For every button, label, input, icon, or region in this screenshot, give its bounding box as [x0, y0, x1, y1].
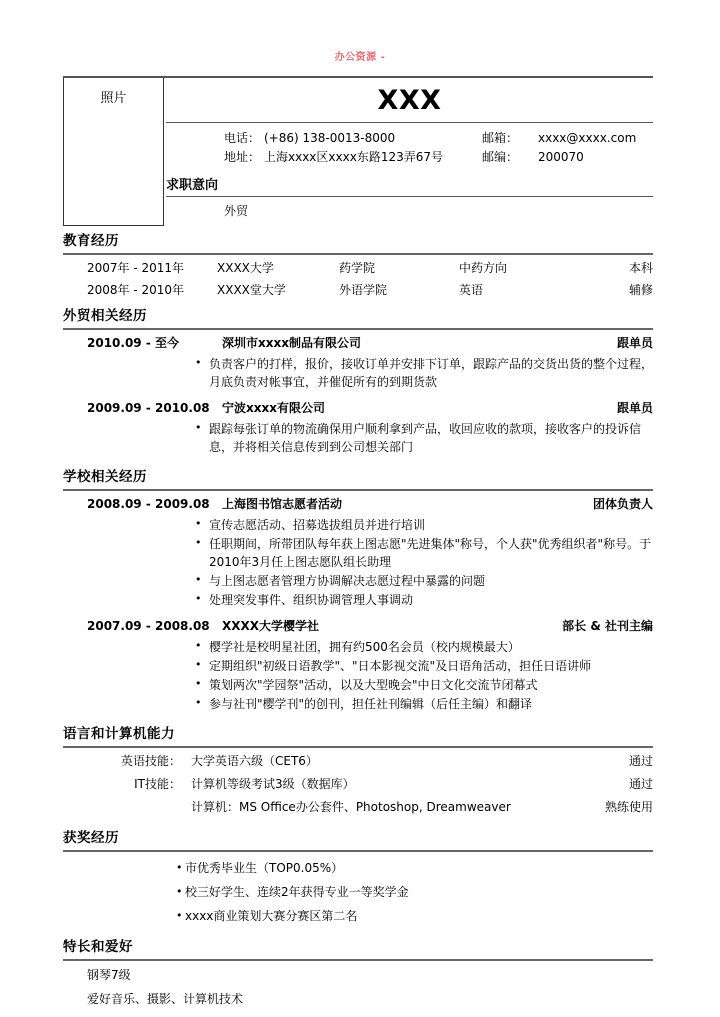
experience-header: [63, 615, 653, 638]
experience-entry: [63, 615, 653, 719]
skill-label: [63, 796, 191, 819]
experience-bullet-list: [63, 420, 653, 456]
objective-title: 求职意向: [166, 171, 653, 197]
skill-row: [63, 773, 653, 796]
photo-placeholder-label: 照片: [100, 91, 127, 106]
skill-row: [63, 796, 653, 819]
skill-row: [63, 750, 653, 773]
section-title-awards: 获奖经历: [63, 830, 119, 846]
list-item: • xxxx商业策划大赛分赛区第二名: [176, 904, 653, 928]
table-row: [63, 257, 653, 279]
experience-header: [63, 493, 653, 516]
experience-bullet-list: [63, 355, 653, 391]
section-divider: [63, 746, 653, 748]
watermark-text: 办公资源 -: [334, 52, 386, 63]
education-college: 外语学院: [339, 283, 388, 297]
skill-value: 计算机等级考试3级（数据库）: [191, 777, 355, 791]
section-divider: [63, 489, 653, 491]
education-school: XXXX大学: [217, 261, 274, 275]
objective-value: 外贸: [224, 204, 249, 218]
list-item: • 校三好学生、连续2年获得专业一等奖学金: [176, 880, 653, 904]
section-skills: [63, 722, 653, 819]
contact-line-address: [166, 148, 653, 167]
experience-entry: [63, 332, 653, 397]
experience-role: 跟单员: [616, 401, 653, 415]
experience-header: [63, 332, 653, 355]
list-item: • 樱学社是校明星社团，拥有约500名会员（校内规模最大）: [195, 638, 653, 656]
phone-label: 电话：: [224, 131, 261, 145]
education-degree: 辅修: [628, 283, 653, 297]
awards-list: [63, 854, 653, 928]
name-row: [166, 78, 653, 123]
experience-header: [63, 397, 653, 420]
experience-org: 上海图书馆志愿者活动: [222, 497, 343, 511]
experience-date: 2008.09 - 2009.08: [87, 497, 210, 511]
section-title-education: 教育经历: [63, 233, 119, 249]
table-row: [63, 279, 653, 301]
skill-value: 大学英语六级（CET6）: [191, 754, 318, 768]
photo-placeholder-box: [63, 78, 164, 226]
experience-role: 部长 & 社刊主编: [562, 619, 653, 633]
resume-content: [63, 76, 653, 1011]
header-right-column: [164, 78, 653, 226]
list-item: • 跟踪每张订单的物流确保用户顺利拿到产品，收回应收的款项，接收客户的投诉信息，并将相关信息传到到公司想关部门: [195, 420, 653, 456]
experience-org: XXXX大学樱学社: [222, 619, 320, 633]
section-title-trade-experience: 外贸相关经历: [63, 308, 147, 324]
experience-bullet-list: [63, 638, 653, 713]
section-awards: [63, 822, 653, 928]
section-title-school-experience: 学校相关经历: [63, 469, 147, 485]
address-label: 地址：: [224, 150, 261, 164]
list-item: • 与上图志愿者管理方协调解决志愿过程中暴露的问题: [195, 572, 653, 590]
email-label: 邮箱：: [482, 131, 519, 145]
zip-value: 200070: [538, 150, 584, 164]
section-divider: [63, 959, 653, 961]
list-item: • 任职期间，所带团队每年获上图志愿"先进集体"称号，个人获"优秀组织者"称号。于2010年3月任上图志愿队组长助理: [195, 535, 653, 571]
experience-date: 2009.09 - 2010.08: [87, 401, 210, 415]
section-divider: [63, 328, 653, 330]
section-school-experience: [63, 465, 653, 719]
experience-date: 2010.09 - 至今: [87, 336, 179, 350]
section-title-skills: 语言和计算机能力: [63, 726, 175, 742]
section-title-hobbies: 特长和爱好: [63, 939, 133, 955]
list-item: • 定期组织"初级日语教学"、"日本影视交流"及日语角活动，担任日语讲师: [195, 657, 653, 675]
education-school: XXXX堂大学: [217, 283, 286, 297]
education-major: 中药方向: [459, 261, 508, 275]
experience-bullet-list: [63, 516, 653, 609]
list-item: • 负责客户的打样，报价，接收订单并安排下订单，跟踪产品的交货出货的整个过程，月底负责对帐事宜，并催促所有的到期货款: [195, 355, 653, 391]
experience-org: 深圳市xxxx制品有限公司: [222, 336, 361, 350]
skill-value: 计算机：MS Office办公套件、Photoshop, Dreamweaver: [191, 800, 511, 814]
list-item: • 处理突发事件、组织协调管理人事调动: [195, 591, 653, 609]
skill-status: 熟练使用: [604, 800, 653, 814]
hobby-line: 钢琴7级: [87, 968, 131, 982]
experience-date: 2007.09 - 2008.08: [87, 619, 210, 633]
experience-org: 宁波xxxx有限公司: [222, 401, 325, 415]
list-item: • 策划两次"学园祭"活动，以及大型晚会"中日文化交流节闭幕式: [195, 676, 653, 694]
list-item: • 宣传志愿活动、招募选拔组员并进行培训: [195, 516, 653, 534]
zip-label: 邮编：: [482, 150, 519, 164]
address-value: 上海xxxx区xxxx东路123弄67号: [264, 150, 443, 164]
experience-entry: [63, 493, 653, 615]
skill-status: 通过: [628, 754, 653, 768]
hobby-line: 爱好音乐、摄影、计算机技术: [87, 992, 244, 1006]
contact-block: [166, 123, 653, 171]
education-date: 2007年 - 2011年: [87, 261, 185, 275]
education-date: 2008年 - 2010年: [87, 283, 185, 297]
candidate-name: XXX: [377, 84, 442, 116]
section-divider: [63, 850, 653, 852]
section-trade-experience: [63, 304, 653, 462]
education-major: 英语: [459, 283, 484, 297]
experience-role: 跟单员: [616, 336, 653, 350]
phone-value: (+86) 138-0013-8000: [264, 131, 396, 145]
email-value: xxxx@xxxx.com: [538, 131, 637, 145]
section-education: [63, 229, 653, 301]
section-hobbies: [63, 931, 653, 1011]
skill-label: IT技能：: [134, 777, 181, 791]
list-item: • 参与社刊"樱学刊"的创刊，担任社刊编辑（后任主编）和翻译: [195, 695, 653, 713]
header-block: [63, 76, 653, 226]
education-college: 药学院: [339, 261, 376, 275]
skill-status: 通过: [628, 777, 653, 791]
skill-label: 英语技能：: [120, 754, 181, 768]
contact-line-phone: [166, 129, 653, 148]
education-degree: 本科: [628, 261, 653, 275]
experience-entry: [63, 397, 653, 462]
experience-role: 团体负责人: [592, 497, 653, 511]
section-divider: [63, 253, 653, 255]
list-item: • 市优秀毕业生（TOP0.05%）: [176, 856, 653, 880]
